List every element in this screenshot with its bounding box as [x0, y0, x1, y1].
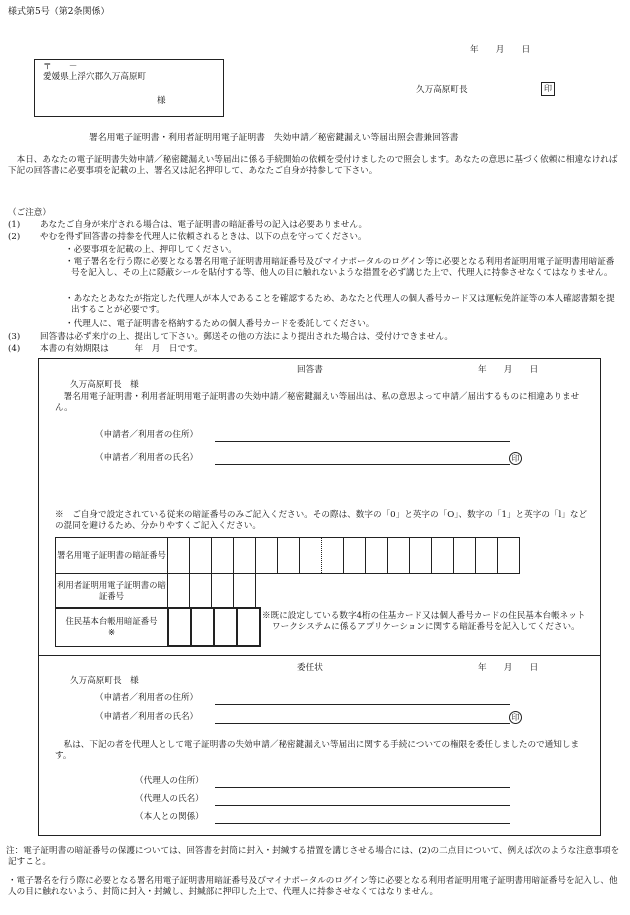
- applicant-seal-mark: 印: [509, 452, 522, 465]
- pin-instruction: ※ ご自身で設定されている従来の暗証番号のみご記入ください。その際は、数字の「0」と英字の「O」、数字の「1」と英字の「l」などの混同を避けるため、分かりやすくご記入ください。: [55, 510, 588, 532]
- form-number: 様式第5号（第2条関係）: [8, 7, 110, 17]
- proxy-addressee: 久万高原町長 様: [70, 676, 139, 686]
- subnote: ・電子署名を行う際に必要となる署名用電子証明書用暗証番号及びマイナポータルのログイン等に必要となる利用者証明用電子証明書用暗証番号を記入し、その上に隠蔽シールを貼付する等、他人の目に触れないような措置を必ず講じた上で、代理人に持参させなくてはなりません。: [65, 257, 615, 279]
- agent-name-label: （代理人の氏名）: [135, 794, 204, 804]
- pin-digit-cell[interactable]: [432, 538, 454, 574]
- pin-digit-cell[interactable]: [237, 608, 260, 646]
- note-number: (4): [8, 344, 21, 354]
- postal-code: 〒 －: [43, 62, 78, 72]
- agent-name-field[interactable]: [215, 805, 510, 806]
- pin-digit-cell[interactable]: [234, 574, 256, 608]
- resident-pin-label: [56, 608, 169, 646]
- resident-pin-mark: ※: [107, 627, 116, 637]
- applicant-name-field[interactable]: [215, 464, 510, 465]
- applicant-address-field[interactable]: [215, 441, 510, 442]
- subnote: ・あなたとあなたが指定した代理人が本人であることを確認するため、あなたと代理人の個人番号カード又は運転免許証等の本人確認書類を提出することが必要です。: [65, 294, 615, 316]
- answer-date: 年 月 日: [478, 365, 539, 375]
- answer-title: 回答書: [297, 365, 323, 375]
- pin-digit-cell[interactable]: [190, 574, 212, 608]
- pin-digit-cell[interactable]: [168, 608, 191, 646]
- pin-digit-cell[interactable]: [322, 538, 344, 574]
- pin-digit-cell[interactable]: [168, 574, 190, 608]
- proxy-seal-mark: 印: [509, 711, 522, 724]
- footnote-example: ・電子署名を行う際に必要となる署名用電子証明書用暗証番号及びマイナポータルのログイン等に必要となる利用者証明用電子証明書用暗証番号を記入し、他人の目に触れないよう、封筒に封入・封緘し、封緘部に押印した上で、代理人に持参させなくてはなりません。: [8, 876, 618, 898]
- pin-digit-cell[interactable]: [454, 538, 476, 574]
- proxy-date: 年 月 日: [478, 663, 539, 673]
- user-pin-label: 利用者証明用電子証明書の暗証番号: [56, 574, 168, 608]
- proxy-applicant-name-field[interactable]: [215, 723, 510, 724]
- answer-addressee: 久万高原町長 様: [70, 380, 139, 390]
- applicant-name-label: （申請者／利用者の氏名）: [95, 453, 199, 463]
- pin-digit-cell[interactable]: [168, 538, 190, 574]
- relation-label: （本人との関係）: [135, 812, 204, 822]
- pin-digit-cell[interactable]: [214, 608, 237, 646]
- note-number: (2): [8, 232, 21, 242]
- applicant-address-label: （申請者／利用者の住所）: [95, 430, 199, 440]
- pin-digit-cell[interactable]: [191, 608, 214, 646]
- mayor-title: 久万高原町長: [416, 85, 468, 95]
- resident-pin-note: ※既に設定している数字4桁の住基カード又は個人番号カードの住民基本台帳ネットワークシステムに係るアプリケーションに関する暗証番号を記入してください。: [262, 611, 586, 633]
- recipient-address: 愛媛県上浮穴郡久万高原町: [43, 72, 147, 82]
- proxy-applicant-address-field[interactable]: [215, 704, 510, 705]
- notes-heading: （ご注意）: [8, 208, 51, 218]
- footnote-note: 注：電子証明書の暗証番号の保護については、回答書を封筒に封入・封緘する措置を講じさせる場合には、(2)の二点目について、例えば次のような注意事項を記すこと。: [6, 846, 620, 868]
- note-text: やむを得ず回答書の持参を代理人に依頼されるときは、以下の点を守ってください。: [40, 232, 367, 242]
- proxy-title: 委任状: [297, 663, 323, 673]
- intro-paragraph: 本日、あなたの電子証明書失効申請／秘密鍵漏えい等届出に係る手続開始の依頼を受付けましたので照会します。あなたの意思に基づく依頼に相違なければ下記の回答書に必要事項を記載の上、署名又は記名押印して、あなたご自身が持参して下さい。: [8, 155, 618, 177]
- resident-pin-table: [55, 607, 261, 647]
- pin-digit-cell[interactable]: [190, 538, 212, 574]
- note-text: あなたご自身が来庁される場合は、電子証明書の暗証番号の記入は必要ありません。: [40, 220, 368, 230]
- pin-digit-cell[interactable]: [388, 538, 410, 574]
- section-divider: [38, 655, 601, 656]
- subnote: ・代理人に、電子証明書を格納するための個人番号カードを委託してください。: [65, 319, 375, 329]
- pin-digit-cell[interactable]: [278, 538, 300, 574]
- pin-digit-cell[interactable]: [212, 538, 234, 574]
- note-number: (1): [8, 220, 21, 230]
- proxy-body: 私は、下記の者を代理人として電子証明書の失効申請／秘密鍵漏えい等届出に関する手続についての権限を委任しましたので通知します。: [55, 740, 580, 762]
- address-box: [34, 59, 224, 117]
- note-number: (3): [8, 332, 21, 342]
- pin-digit-cell[interactable]: [300, 538, 322, 574]
- note-text: 本書の有効期限は 年 月 日です。: [40, 344, 203, 354]
- pin-digit-cell[interactable]: [498, 538, 520, 574]
- pin-digit-cell[interactable]: [234, 538, 256, 574]
- answer-body: 署名用電子証明書・利用者証明用電子証明書の失効申請／秘密鍵漏えい等届出は、私の意思よって申請／届出するものに相違ありません。: [55, 392, 580, 414]
- signature-pin-label: 署名用電子証明書の暗証番号: [56, 538, 168, 574]
- note-text: 回答書は必ず来庁の上、提出して下さい。郵送その他の方法により提出された場合は、受付けできません。: [40, 332, 454, 342]
- user-pin-table: [55, 573, 256, 608]
- pin-digit-cell[interactable]: [256, 538, 278, 574]
- issue-date: 年 月 日: [470, 45, 531, 55]
- pin-digit-cell[interactable]: [410, 538, 432, 574]
- resident-pin-label-text: 住民基本台帳用暗証番号: [65, 616, 158, 626]
- subnote: ・必要事項を記載の上、押印してください。: [65, 245, 237, 255]
- pin-digit-cell[interactable]: [366, 538, 388, 574]
- proxy-applicant-name-label: （申請者／利用者の氏名）: [95, 712, 199, 722]
- agent-address-field[interactable]: [215, 787, 510, 788]
- document-title: 署名用電子証明書・利用者証明用電子証明書 失効申請／秘密鍵漏えい等届出照会書兼回答書: [89, 133, 459, 143]
- official-seal-mark: 印: [541, 82, 555, 96]
- proxy-applicant-address-label: （申請者／利用者の住所）: [95, 693, 199, 703]
- signature-pin-table: [55, 537, 520, 574]
- pin-digit-cell[interactable]: [212, 574, 234, 608]
- relation-field[interactable]: [215, 823, 510, 824]
- pin-digit-cell[interactable]: [476, 538, 498, 574]
- agent-address-label: （代理人の住所）: [135, 776, 204, 786]
- pin-digit-cell[interactable]: [344, 538, 366, 574]
- recipient-honorific: 様: [157, 96, 166, 106]
